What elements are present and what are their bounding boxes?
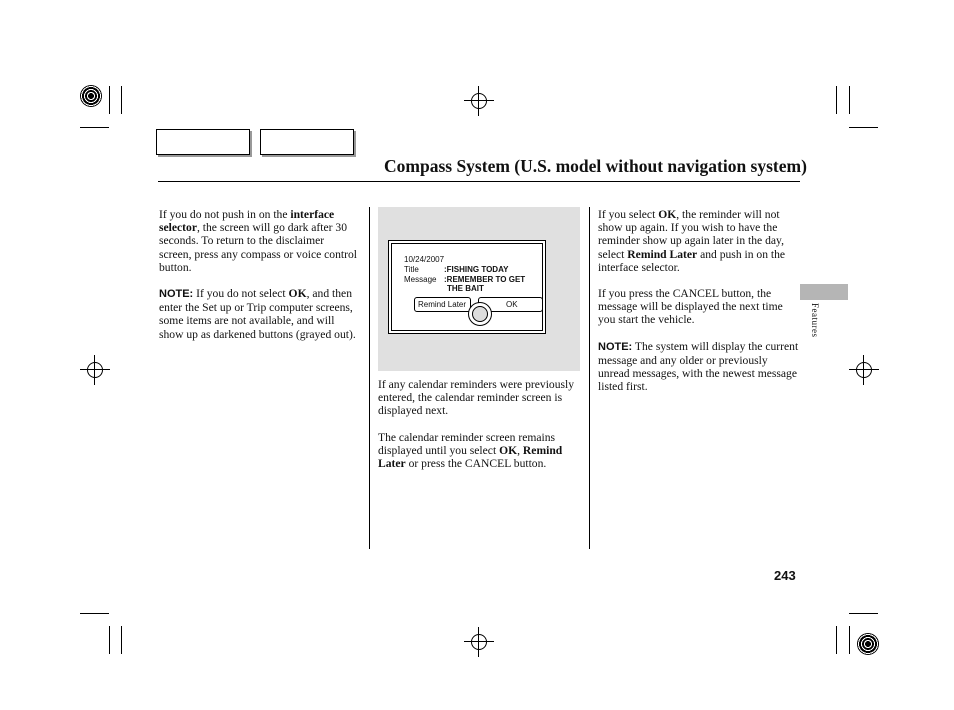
section-side-label: Features xyxy=(810,303,820,338)
screen-message-value-2: THE BAIT xyxy=(447,284,484,293)
header-tab-box-1 xyxy=(156,129,250,155)
note-paragraph: NOTE: If you do not select OK, and then enter the Set up or Trip computer screens, some items are not available, and will show up as darkened buttons (grayed out). xyxy=(159,287,356,341)
note-paragraph: NOTE: The system will display the current message and any older or previously unread messages, with the newest message listed first. xyxy=(598,339,799,394)
crop-mark xyxy=(849,127,878,128)
paragraph: If you press the CANCEL button, the message will be displayed the next time you start the vehicle. xyxy=(598,287,783,327)
crop-mark xyxy=(849,613,878,614)
header-tab-box-2 xyxy=(260,129,354,155)
crop-mark xyxy=(109,626,110,654)
crop-mark xyxy=(836,86,837,114)
right-column xyxy=(598,208,802,406)
registration-mark-top-left xyxy=(80,85,102,107)
left-column xyxy=(159,208,359,354)
crosshair-left xyxy=(80,355,110,385)
remind-later-label: Remind Later xyxy=(418,300,467,309)
screen-title-value: :FISHING TODAY xyxy=(444,265,509,274)
crop-mark xyxy=(109,86,110,114)
crop-mark xyxy=(121,86,122,114)
paragraph: If you select OK, the reminder will not show up again. If you wish to have the reminder show up again later in the day, select Remind Later and push in on the interface selector. xyxy=(598,208,786,274)
crosshair-top-center xyxy=(464,86,494,116)
screen-message-label: Message xyxy=(404,275,437,284)
crop-mark xyxy=(836,626,837,654)
paragraph: If any calendar reminders were previously entered, the calendar reminder screen is displayed next. xyxy=(378,378,575,418)
paragraph: The calendar reminder screen remains displayed until you select OK, Remind Later or press the CANCEL button. xyxy=(378,430,563,471)
screen-date: 10/24/2007 xyxy=(404,255,445,264)
screen-message-value: :REMEMBER TO GET xyxy=(444,275,526,284)
page-title: Compass System (U.S. model without navigation system) xyxy=(384,156,807,176)
page-number: 243 xyxy=(774,568,796,583)
section-side-tab xyxy=(800,284,848,300)
interface-selector-center-icon xyxy=(472,306,488,322)
middle-column xyxy=(378,378,580,483)
crop-mark xyxy=(849,626,850,654)
crop-mark xyxy=(80,127,109,128)
crop-mark xyxy=(849,86,850,114)
registration-mark-bottom-right xyxy=(857,633,879,655)
crop-mark xyxy=(121,626,122,654)
screen-title-label: Title xyxy=(404,265,419,274)
column-divider xyxy=(369,207,370,549)
ok-label: OK xyxy=(506,300,518,309)
crosshair-bottom-center xyxy=(464,627,494,657)
paragraph: If you do not push in on the interface selector, the screen will go dark after 30 seconds. To return to the disclaimer screen, press any compass or voice control button. xyxy=(159,208,357,274)
crop-mark xyxy=(80,613,109,614)
column-divider xyxy=(589,207,590,549)
title-rule xyxy=(158,181,800,182)
crosshair-right xyxy=(849,355,879,385)
